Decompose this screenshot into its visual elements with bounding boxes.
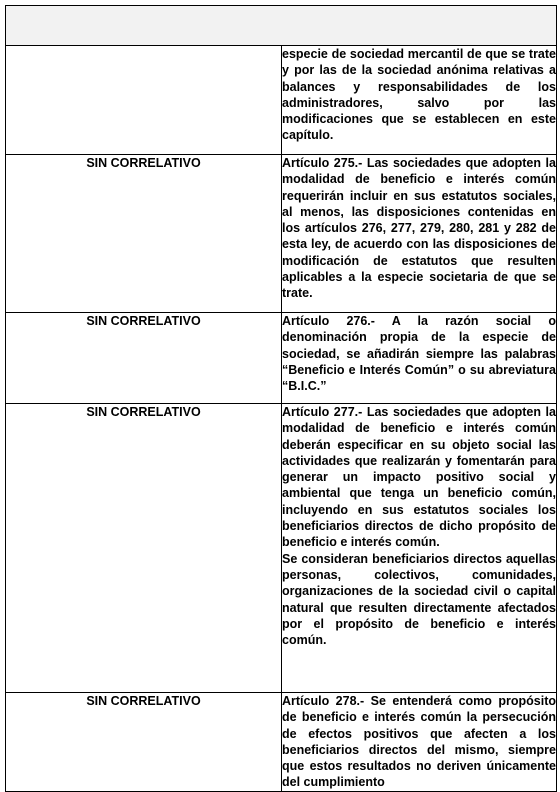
comparison-table — [5, 5, 557, 792]
table-row — [6, 155, 557, 313]
article-paragraph: especie de sociedad mercantil de que se trate y por las de la sociedad anónima relativas a balances y responsabilidades de los administradores, salvo por las modificaciones que se establecen en este capítulo. — [282, 47, 556, 143]
right-cell — [282, 313, 557, 404]
table-row — [6, 404, 557, 693]
right-cell — [282, 46, 557, 155]
left-cell — [6, 46, 282, 155]
article-paragraph: Artículo 276.- A la razón social o denominación propia de la especie de sociedad, se añadirán siempre las palabras “Beneficio e Interés Común” o su abreviatura “B.I.C.” — [282, 314, 556, 394]
table-header-row — [6, 6, 557, 46]
left-cell: SIN CORRELATIVO — [6, 693, 282, 792]
right-cell — [282, 155, 557, 313]
table-row — [6, 313, 557, 404]
article-paragraph: Artículo 277.- Las sociedades que adopten la modalidad de beneficio e interés común deberán especificar en su objeto social las actividades que realizarán y fomentarán para generar un impacto positivo social y ambiental que tenga un beneficio común, incluyendo en sus estatutos sociales los beneficiarios directos de dicho propósito de beneficio e interés común. — [282, 405, 556, 550]
left-cell: SIN CORRELATIVO — [6, 404, 282, 693]
table-row — [6, 693, 557, 792]
left-cell: SIN CORRELATIVO — [6, 155, 282, 313]
left-cell: SIN CORRELATIVO — [6, 313, 282, 404]
header-cell — [6, 6, 557, 46]
article-paragraph: Artículo 275.- Las sociedades que adopten la modalidad de beneficio e interés común requerirán incluir en sus estatutos sociales, al menos, las disposiciones contenidas en los artículos 276, 277, 279, 280, 281 y 282 de esta ley, de acuerdo con las disposiciones de modificación de estatutos que resulten aplicables a la especie societaria de que se trate. — [282, 156, 556, 301]
right-cell — [282, 404, 557, 693]
article-paragraph: Se consideran beneficiarios directos aquellas personas, colectivos, comunidades, organizaciones de la sociedad civil o capital natural que resulten directamente afectados por el propósito de beneficio e interés común. — [282, 551, 556, 648]
table-row — [6, 46, 557, 155]
right-cell — [282, 693, 557, 792]
article-paragraph: Artículo 278.- Se entenderá como propósito de beneficio e interés común la persecución de efectos positivos que afecten a los beneficiarios directos del mismo, siempre que estos resultados no deriven únicamente del cumplimiento — [282, 694, 556, 790]
